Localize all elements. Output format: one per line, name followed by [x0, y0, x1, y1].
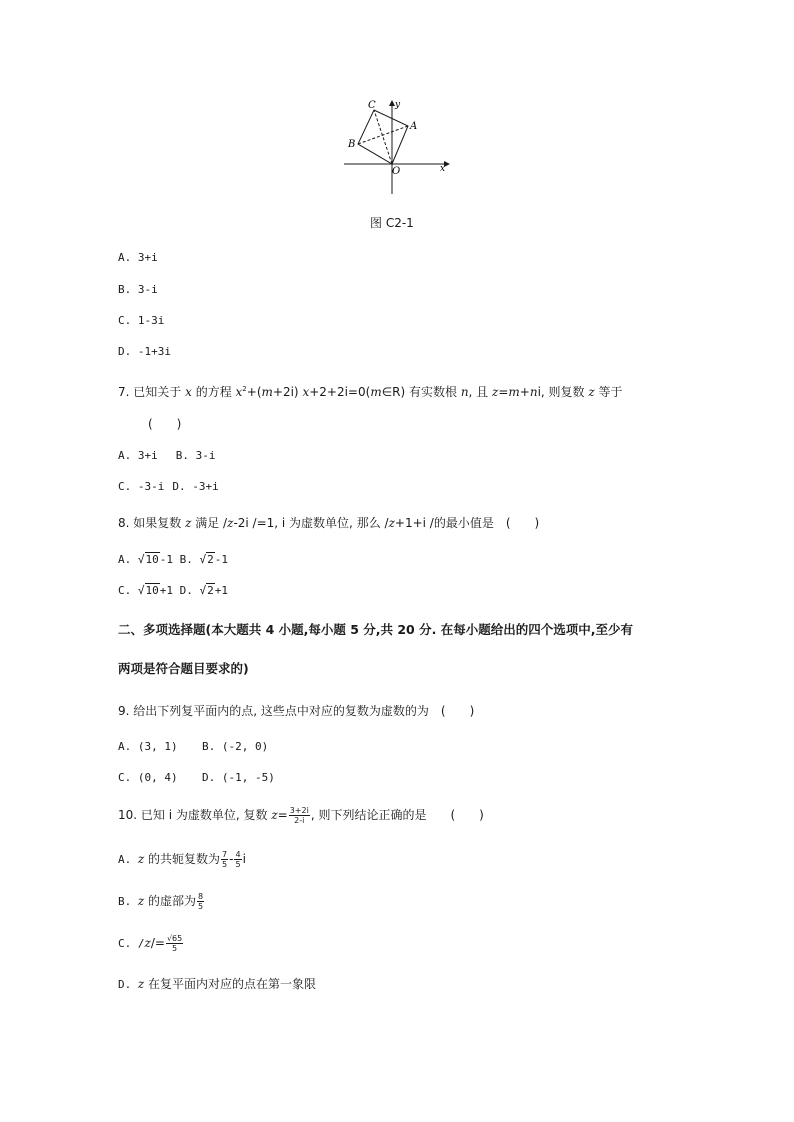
section-2-heading-line-1: 二、多项选择题(本大题共 4 小题,每小题 5 分,共 20 分. 在每小题给出的四个选项中,至少有: [118, 622, 633, 637]
q7-option-d[interactable]: D. -3+i: [172, 480, 219, 493]
q9-option-a[interactable]: A. (3, 1): [118, 740, 178, 753]
diagonal-OC: [374, 110, 392, 164]
q10-fraction: $\frac{3+2i}{2-i}$: [289, 806, 309, 825]
q8-option-d[interactable]: D. √2+1: [179, 584, 228, 597]
q10-option-d[interactable]: D. z 在复平面内对应的点在第一象限: [118, 977, 317, 991]
q9-option-b[interactable]: B. (-2, 0): [202, 740, 269, 753]
q6-option-c[interactable]: C. 1-3i: [118, 314, 165, 327]
square-OACB: [358, 110, 408, 164]
q8-option-b[interactable]: B. √2-1: [179, 553, 228, 566]
q6-option-b[interactable]: B. 3-i: [118, 283, 158, 296]
q10-option-a[interactable]: A. z 的共轭复数为 $\frac{7}{5}$ - $\frac{4}{5}$ i: [118, 850, 246, 869]
q6-option-d[interactable]: D. -1+3i: [118, 345, 171, 358]
q8-stem: 8. 如果复数 z 满足 /z-2i /=1, i 为虚数单位, 那么 /z+1+i /的最小值是 ( ): [118, 516, 540, 530]
q10-option-c[interactable]: C. /z/= $\frac{√65}{5}$: [118, 934, 183, 953]
label-A: A: [410, 121, 418, 132]
complex-plane-figure: [340, 96, 452, 200]
figure-caption: 图 C2-1: [370, 216, 414, 230]
q7-options-row-2: [118, 479, 219, 495]
q8-option-a[interactable]: A. √10-1: [118, 553, 173, 566]
q9-options-row-1: [118, 739, 268, 755]
q10-stem: 10. 已知 i 为虚数单位, 复数 z= $\frac{3+2i}{2-i}$ , 则下列结论正确的是 ( ): [118, 806, 484, 825]
q6-option-a[interactable]: A. 3+i: [118, 251, 158, 264]
q9-stem: 9. 给出下列复平面内的点, 这些点中对应的复数为虚数的为 ( ): [118, 704, 475, 718]
label-O: O: [392, 166, 401, 177]
q8-options-row-1: [118, 552, 228, 568]
q8-option-c[interactable]: C. √10+1: [118, 584, 173, 597]
label-B: B: [348, 139, 356, 150]
q7-stem: 7. 已知关于 x 的方程 $x^2+(m+2i)$ x+2+2i=0(m∈R) 有实数根 n, 且 z=m+ni, 则复数 z 等于: [118, 385, 623, 399]
label-y: y: [395, 100, 401, 110]
q7-answer-paren: ( ): [148, 417, 182, 431]
q9-option-c[interactable]: C. (0, 4): [118, 771, 178, 784]
label-C: C: [368, 100, 376, 111]
q9-option-d[interactable]: D. (-1, -5): [202, 771, 275, 784]
label-x: x: [440, 164, 446, 174]
q7-option-c[interactable]: C. -3-i: [118, 480, 165, 493]
q8-options-row-2: [118, 583, 228, 599]
q10-option-b[interactable]: B. z 的虚部为 $\frac{8}{5}$: [118, 892, 204, 911]
q7-options-row-1: [118, 448, 216, 464]
q9-options-row-2: [118, 770, 275, 786]
section-2-heading-line-2: 两项是符合题目要求的): [118, 661, 249, 676]
q7-option-a[interactable]: A. 3+i: [118, 449, 158, 462]
q7-option-b[interactable]: B. 3-i: [175, 449, 216, 462]
